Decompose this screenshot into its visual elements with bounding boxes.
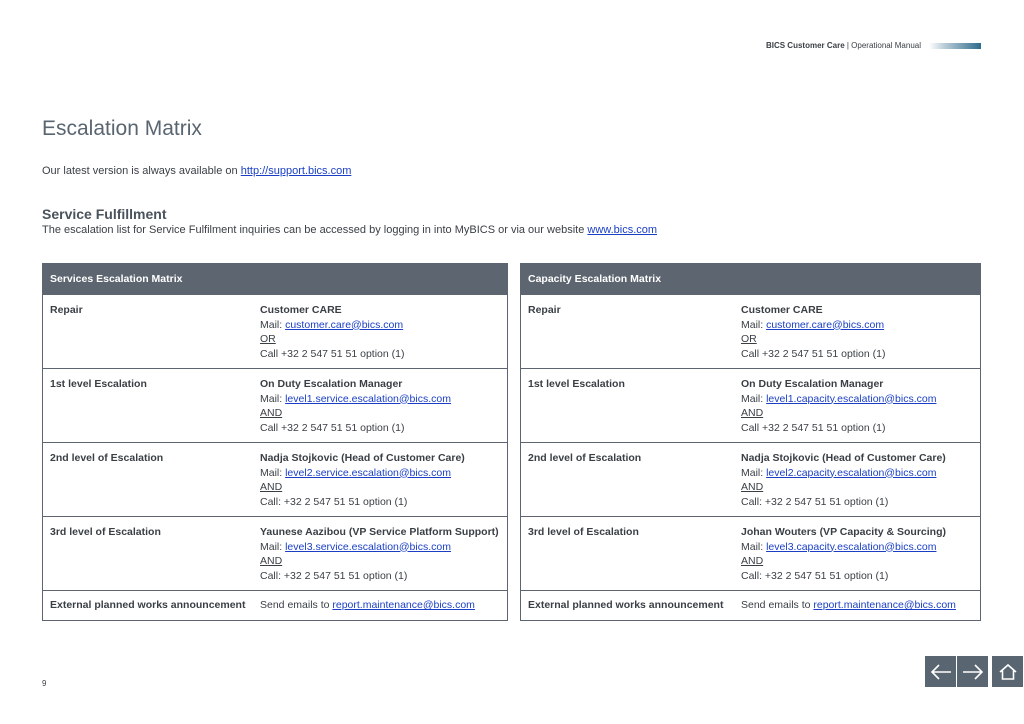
level-cell: Repair bbox=[43, 295, 254, 369]
intro-paragraph bbox=[42, 165, 351, 177]
next-page-button[interactable] bbox=[957, 656, 988, 687]
contact-name: Nadja Stojkovic (Head of Customer Care) bbox=[260, 452, 465, 464]
send-text: Send emails to bbox=[741, 599, 814, 611]
call-line: Call: +32 2 547 51 51 option (1) bbox=[260, 495, 408, 508]
email-link[interactable]: report.maintenance@bics.com bbox=[332, 599, 475, 611]
contact-cell bbox=[253, 295, 508, 369]
mail-line bbox=[260, 466, 500, 481]
contact-cell bbox=[253, 443, 508, 517]
header-brand: BICS Customer Care bbox=[765, 41, 845, 50]
level-cell: 2nd level of Escalation bbox=[521, 443, 735, 517]
conjunction: AND bbox=[741, 481, 764, 493]
conjunction: AND bbox=[260, 555, 283, 567]
call-line: Call +32 2 547 51 51 option (1) bbox=[741, 421, 886, 434]
call-line: Call: +32 2 547 51 51 option (1) bbox=[260, 569, 408, 582]
mail-line bbox=[260, 318, 500, 333]
contact-cell bbox=[253, 591, 508, 621]
conjunction: OR bbox=[741, 333, 757, 345]
capacity-escalation-table bbox=[520, 263, 981, 621]
level-cell: Repair bbox=[521, 295, 735, 369]
support-link[interactable]: http://support.bics.com bbox=[240, 165, 352, 177]
call-line: Call +32 2 547 51 51 option (1) bbox=[741, 347, 886, 360]
contact-name: Customer CARE bbox=[741, 304, 823, 316]
table-row bbox=[43, 369, 508, 443]
mail-line bbox=[741, 466, 973, 481]
email-link[interactable]: report.maintenance@bics.com bbox=[813, 599, 956, 611]
mail-label: Mail: bbox=[260, 318, 286, 331]
website-link[interactable]: www.bics.com bbox=[587, 224, 658, 236]
table-row bbox=[521, 517, 981, 591]
contact-name: Customer CARE bbox=[260, 304, 342, 316]
call-line: Call: +32 2 547 51 51 option (1) bbox=[741, 569, 889, 582]
email-link[interactable]: level1.service.escalation@bics.com bbox=[285, 392, 451, 405]
arrow-left-icon bbox=[930, 664, 952, 680]
running-header bbox=[766, 41, 921, 50]
level-cell: 2nd level of Escalation bbox=[43, 443, 254, 517]
email-link[interactable]: level2.capacity.escalation@bics.com bbox=[766, 466, 937, 479]
header-doc-title: Operational Manual bbox=[851, 41, 921, 50]
table-row bbox=[521, 369, 981, 443]
level-cell: External planned works announcement bbox=[43, 591, 254, 621]
contact-name: On Duty Escalation Manager bbox=[741, 378, 884, 390]
conjunction: AND bbox=[260, 481, 283, 493]
arrow-right-icon bbox=[962, 664, 984, 680]
contact-cell bbox=[253, 517, 508, 591]
table-row bbox=[521, 591, 981, 621]
table-row bbox=[521, 443, 981, 517]
conjunction: AND bbox=[741, 407, 764, 419]
contact-cell bbox=[734, 369, 981, 443]
contact-name: Yaunese Aazibou (VP Service Platform Support) bbox=[260, 526, 499, 538]
contact-cell bbox=[734, 591, 981, 621]
mail-line bbox=[741, 540, 973, 555]
conjunction: OR bbox=[260, 333, 276, 345]
email-link[interactable]: level3.capacity.escalation@bics.com bbox=[766, 540, 937, 553]
services-escalation-table bbox=[42, 263, 508, 621]
section-description bbox=[42, 224, 657, 236]
level-cell: 3rd level of Escalation bbox=[43, 517, 254, 591]
call-line: Call +32 2 547 51 51 option (1) bbox=[260, 347, 405, 360]
contact-cell bbox=[734, 443, 981, 517]
mail-label: Mail: bbox=[741, 392, 767, 405]
table-header: Capacity Escalation Matrix bbox=[521, 264, 981, 295]
mail-label: Mail: bbox=[260, 392, 286, 405]
level-cell: 1st level Escalation bbox=[521, 369, 735, 443]
email-link[interactable]: level3.service.escalation@bics.com bbox=[285, 540, 451, 553]
mail-label: Mail: bbox=[741, 318, 767, 331]
contact-name: On Duty Escalation Manager bbox=[260, 378, 403, 390]
home-button[interactable] bbox=[992, 656, 1023, 687]
contact-name: Nadja Stojkovic (Head of Customer Care) bbox=[741, 452, 946, 464]
email-link[interactable]: customer.care@bics.com bbox=[285, 318, 404, 331]
level-cell: External planned works announcement bbox=[521, 591, 735, 621]
conjunction: AND bbox=[260, 407, 283, 419]
table-row bbox=[43, 591, 508, 621]
level-cell: 3rd level of Escalation bbox=[521, 517, 735, 591]
section-title: Service Fulfillment bbox=[42, 206, 167, 222]
mail-line bbox=[741, 392, 973, 407]
mail-label: Mail: bbox=[260, 540, 286, 553]
table-row bbox=[43, 443, 508, 517]
send-text: Send emails to bbox=[260, 599, 333, 611]
mail-line bbox=[741, 318, 973, 333]
email-link[interactable]: customer.care@bics.com bbox=[766, 318, 885, 331]
prev-page-button[interactable] bbox=[925, 656, 956, 687]
table-row bbox=[43, 295, 508, 369]
page-number: 9 bbox=[42, 679, 47, 688]
section-description-text: The escalation list for Service Fulfilment inquiries can be accessed by logging in into MyBICS or via our website bbox=[42, 224, 588, 236]
table-header: Services Escalation Matrix bbox=[43, 264, 508, 295]
level-cell: 1st level Escalation bbox=[43, 369, 254, 443]
header-accent-bar bbox=[929, 43, 981, 49]
header-separator: | bbox=[844, 41, 852, 50]
mail-label: Mail: bbox=[260, 466, 286, 479]
intro-text: Our latest version is always available on bbox=[42, 165, 241, 177]
mail-label: Mail: bbox=[741, 466, 767, 479]
email-link[interactable]: level1.capacity.escalation@bics.com bbox=[766, 392, 937, 405]
home-icon bbox=[998, 663, 1018, 681]
contact-cell bbox=[734, 295, 981, 369]
mail-line bbox=[260, 392, 500, 407]
mail-label: Mail: bbox=[741, 540, 767, 553]
mail-line bbox=[260, 540, 500, 555]
call-line: Call +32 2 547 51 51 option (1) bbox=[260, 421, 405, 434]
email-link[interactable]: level2.service.escalation@bics.com bbox=[285, 466, 451, 479]
conjunction: AND bbox=[741, 555, 764, 567]
call-line: Call: +32 2 547 51 51 option (1) bbox=[741, 495, 889, 508]
contact-name: Johan Wouters (VP Capacity & Sourcing) bbox=[741, 526, 946, 538]
contact-cell bbox=[734, 517, 981, 591]
table-row bbox=[43, 517, 508, 591]
contact-cell bbox=[253, 369, 508, 443]
page-title: Escalation Matrix bbox=[42, 117, 202, 140]
table-row bbox=[521, 295, 981, 369]
